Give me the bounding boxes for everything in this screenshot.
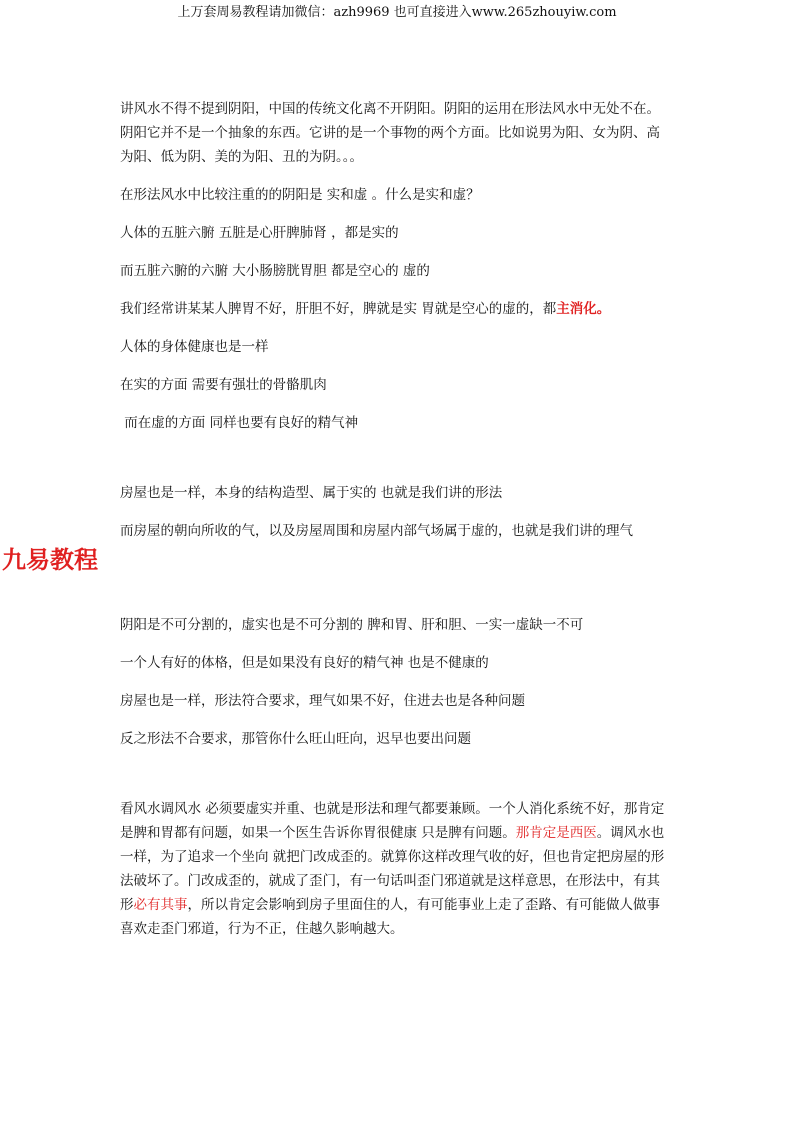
highlight-western-medicine: 那肯定是西医: [515, 825, 597, 841]
paragraph-inseparable: 阴阳是不可分割的，虚实也是不可分割的 脾和胃、肝和胆、一实一虚缺一不可: [120, 617, 584, 633]
paragraph-fengshui-text-2: 。调风水也一样，为了追求一个坐向 就把门改成歪的。就算你这样改理气收的好，但也肯定把房屋的形法破坏了。门改成歪的，就成了歪门，有一句话叫歪门邪道就是这样意思，在形法中，有其形: [120, 825, 665, 913]
highlight-must-happen: 必有其事: [133, 897, 188, 913]
paragraph-fengshui-text-1: 看风水调风水 必须要虚实并重、也就是形法和理气都要兼顾。一个人消化系统不好，那肯定是脾和胃都有问题，如果一个医生告诉你胃很健康 只是脾有问题。: [120, 801, 665, 841]
paragraph-house-qi: 而房屋的朝向所收的气，以及房屋周围和房屋内部气场属于虚的，也就是我们讲的理气: [120, 523, 633, 539]
paragraph-body-health: 人体的身体健康也是一样: [120, 339, 269, 355]
article-body: [120, 97, 668, 941]
paragraph-five-organs: 人体的五脏六腑 五脏是心肝脾肺肾 ，都是实的: [120, 225, 399, 241]
paragraph-void-aspect: 而在虚的方面 同样也要有良好的精气神: [120, 415, 359, 431]
paragraph-spleen-stomach-text: 我们经常讲某某人脾胃不好，肝胆不好，脾就是实 胃就是空心的虚的，都: [120, 301, 557, 317]
paragraph-good-physique: 一个人有好的体格，但是如果没有良好的精气神 也是不健康的: [120, 655, 489, 671]
paragraph-six-viscera: 而五脏六腑的六腑 大小肠膀胱胃胆 都是空心的 虚的: [120, 263, 430, 279]
paragraph-house-problems: 房屋也是一样，形法符合要求，理气如果不好，住进去也是各种问题: [120, 693, 525, 709]
paragraph-shi-xu-question: 在形法风水中比较注重的的阴阳是 实和虚 。什么是实和虚？: [120, 187, 480, 203]
paragraph-fengshui-balance: [120, 797, 668, 941]
paragraph-form-not-compliant: 反之形法不合要求，那管你什么旺山旺向，迟早也要出问题: [120, 731, 471, 747]
paragraph-fengshui-text-3: ，所以肯定会影响到房子里面住的人，有可能事业上走了歪路、有可能做人做事喜欢走歪门邪道，行为不正，住越久影响越大。: [120, 897, 660, 937]
page-header-banner: 上万套周易教程请加微信：azh9969 也可直接进入www.265zhouyiw.com: [177, 5, 617, 20]
paragraph-yinyang-intro: 讲风水不得不提到阴阳，中国的传统文化离不开阴阳。阴阳的运用在形法风水中无处不在。阴阳它并不是一个抽象的东西。它讲的是一个事物的两个方面。比如说男为阳、女为阴、高为阳、低为阴、美的为阳、丑的为阴。。。: [120, 101, 660, 165]
paragraph-house-form: 房屋也是一样，本身的结构造型、属于实的 也就是我们讲的形法: [120, 485, 503, 501]
paragraph-spleen-stomach: [120, 297, 668, 321]
paragraph-solid-aspect: 在实的方面 需要有强壮的骨骼肌肉: [120, 377, 327, 393]
highlight-digestion: 主消化。: [556, 301, 611, 317]
watermark-logo-text: 九易教程: [2, 546, 98, 574]
